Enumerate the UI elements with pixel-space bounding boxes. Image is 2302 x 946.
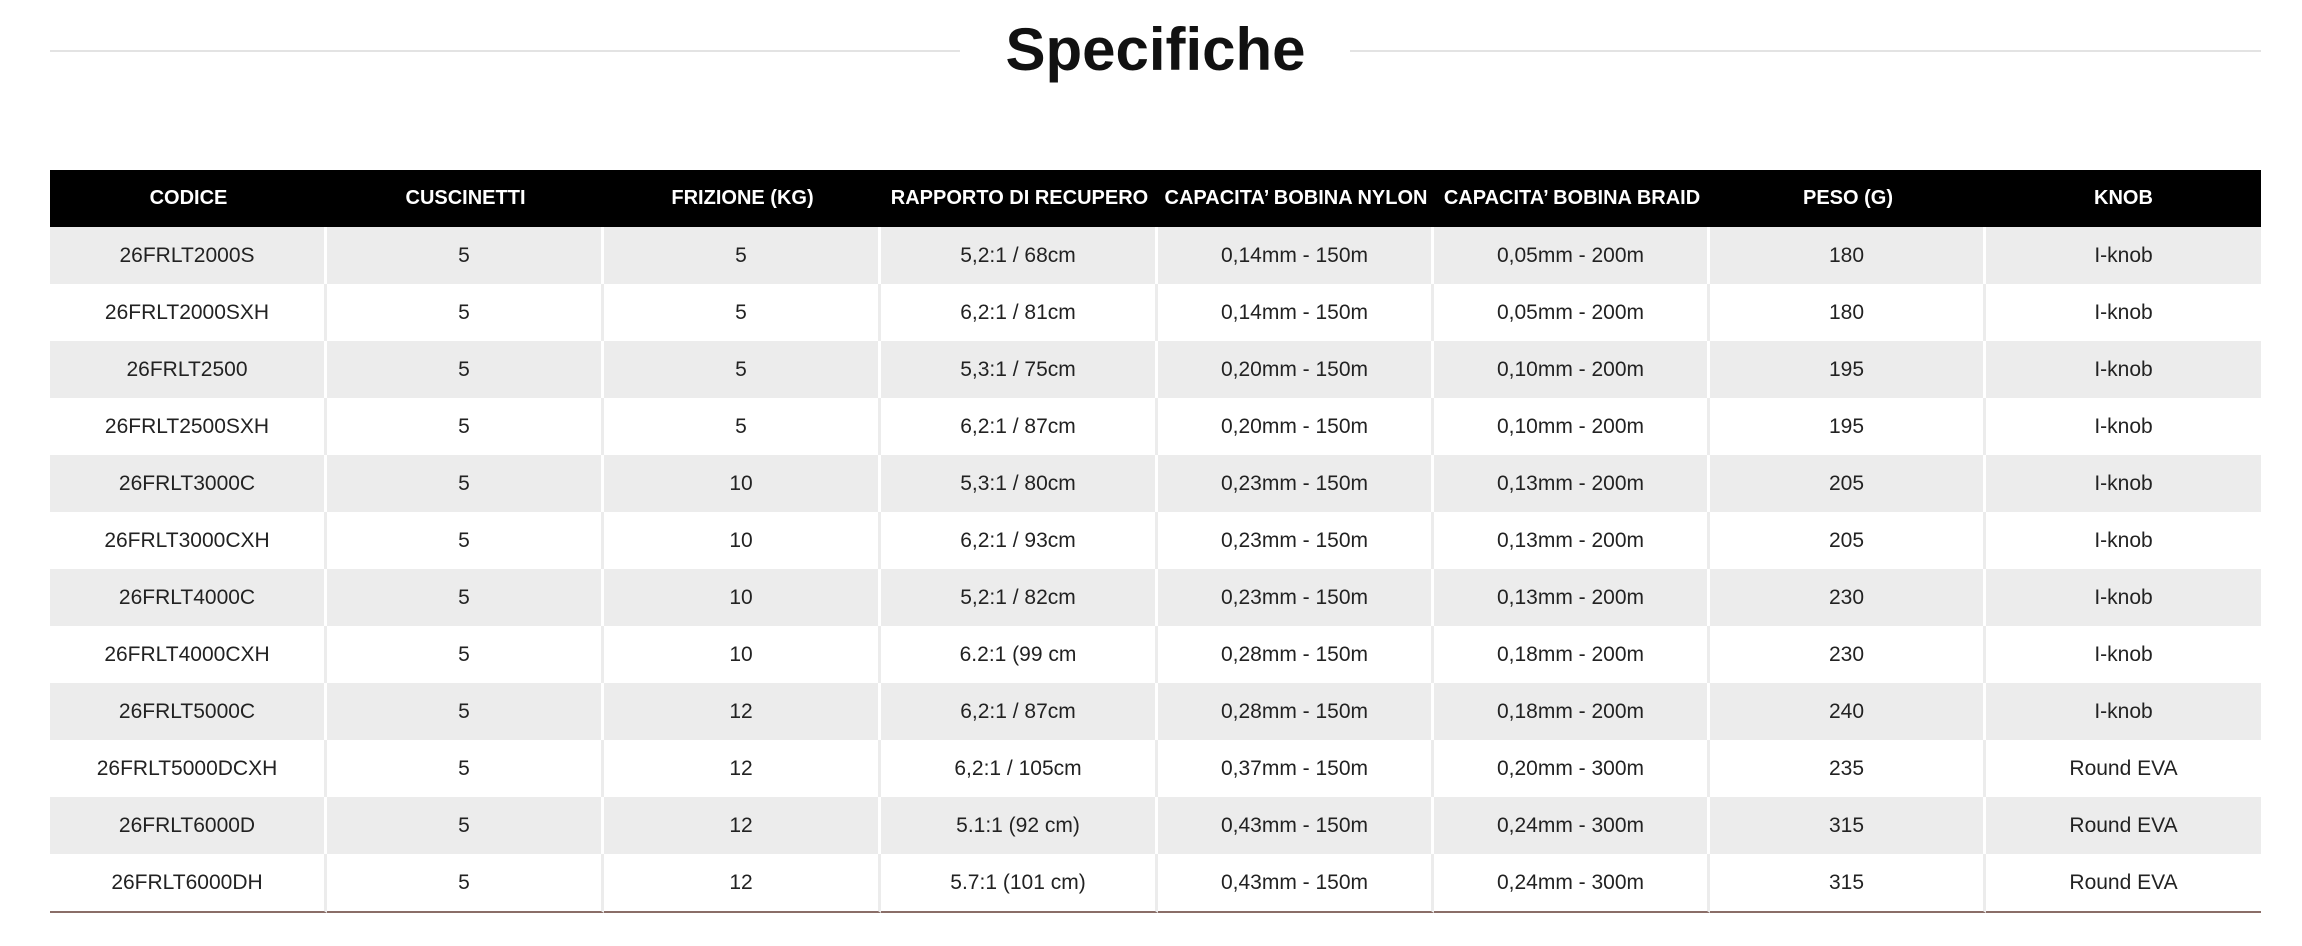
table-row [50, 455, 2261, 512]
cell-knob: I-knob [1986, 341, 2261, 398]
column-header-frizione: FRIZIONE (KG) [604, 170, 881, 227]
cell-capacita-braid: 0,13mm - 200m [1434, 455, 1710, 512]
cell-knob: I-knob [1986, 569, 2261, 626]
table-row [50, 797, 2261, 854]
table-row [50, 227, 2261, 284]
cell-frizione: 12 [604, 854, 881, 913]
cell-rapporto: 6,2:1 / 87cm [881, 398, 1158, 455]
cell-codice: 26FRLT2000S [50, 227, 327, 284]
cell-capacita-braid: 0,24mm - 300m [1434, 854, 1710, 913]
cell-cuscinetti: 5 [327, 284, 604, 341]
table-row [50, 398, 2261, 455]
cell-peso: 205 [1710, 455, 1986, 512]
cell-peso: 195 [1710, 341, 1986, 398]
cell-capacita-nylon: 0,14mm - 150m [1158, 227, 1434, 284]
cell-knob: I-knob [1986, 227, 2261, 284]
cell-capacita-nylon: 0,28mm - 150m [1158, 626, 1434, 683]
cell-cuscinetti: 5 [327, 626, 604, 683]
cell-frizione: 5 [604, 398, 881, 455]
cell-peso: 180 [1710, 227, 1986, 284]
cell-cuscinetti: 5 [327, 455, 604, 512]
table-row [50, 740, 2261, 797]
cell-codice: 26FRLT4000CXH [50, 626, 327, 683]
cell-peso: 315 [1710, 797, 1986, 854]
cell-frizione: 12 [604, 797, 881, 854]
cell-frizione: 10 [604, 512, 881, 569]
cell-cuscinetti: 5 [327, 569, 604, 626]
column-header-capacita-braid: CAPACITA’ BOBINA BRAID [1434, 170, 1710, 227]
cell-cuscinetti: 5 [327, 854, 604, 913]
page-title: Specifiche [1005, 16, 1306, 83]
cell-peso: 230 [1710, 626, 1986, 683]
cell-knob: I-knob [1986, 284, 2261, 341]
cell-codice: 26FRLT3000C [50, 455, 327, 512]
column-header-cuscinetti: CUSCINETTI [327, 170, 604, 227]
cell-capacita-nylon: 0,20mm - 150m [1158, 398, 1434, 455]
cell-cuscinetti: 5 [327, 683, 604, 740]
cell-frizione: 5 [604, 341, 881, 398]
cell-knob: I-knob [1986, 683, 2261, 740]
column-header-capacita-nylon: CAPACITA’ BOBINA NYLON [1158, 170, 1434, 227]
specs-table [50, 170, 2261, 913]
section-header [50, 0, 2261, 100]
cell-rapporto: 5,2:1 / 68cm [881, 227, 1158, 284]
title-divider-right [1350, 50, 2261, 52]
header-row [50, 170, 2261, 227]
specs-table-container [50, 170, 2261, 913]
column-header-codice: CODICE [50, 170, 327, 227]
cell-frizione: 10 [604, 626, 881, 683]
cell-peso: 180 [1710, 284, 1986, 341]
cell-frizione: 12 [604, 740, 881, 797]
cell-knob: I-knob [1986, 626, 2261, 683]
cell-rapporto: 5.1:1 (92 cm) [881, 797, 1158, 854]
cell-capacita-nylon: 0,28mm - 150m [1158, 683, 1434, 740]
cell-codice: 26FRLT5000C [50, 683, 327, 740]
cell-rapporto: 6,2:1 / 93cm [881, 512, 1158, 569]
table-row [50, 569, 2261, 626]
cell-cuscinetti: 5 [327, 512, 604, 569]
table-row [50, 341, 2261, 398]
cell-codice: 26FRLT6000D [50, 797, 327, 854]
cell-codice: 26FRLT2500SXH [50, 398, 327, 455]
cell-capacita-braid: 0,20mm - 300m [1434, 740, 1710, 797]
cell-peso: 195 [1710, 398, 1986, 455]
cell-frizione: 10 [604, 569, 881, 626]
cell-knob: I-knob [1986, 455, 2261, 512]
cell-capacita-nylon: 0,23mm - 150m [1158, 512, 1434, 569]
cell-capacita-nylon: 0,14mm - 150m [1158, 284, 1434, 341]
cell-rapporto: 6,2:1 / 81cm [881, 284, 1158, 341]
cell-capacita-braid: 0,10mm - 200m [1434, 398, 1710, 455]
cell-rapporto: 6.2:1 (99 cm [881, 626, 1158, 683]
cell-rapporto: 5,3:1 / 80cm [881, 455, 1158, 512]
cell-knob: Round EVA [1986, 854, 2261, 913]
column-header-peso: PESO (G) [1710, 170, 1986, 227]
cell-cuscinetti: 5 [327, 341, 604, 398]
cell-cuscinetti: 5 [327, 797, 604, 854]
cell-rapporto: 5,2:1 / 82cm [881, 569, 1158, 626]
cell-cuscinetti: 5 [327, 740, 604, 797]
table-header [50, 170, 2261, 227]
cell-capacita-nylon: 0,23mm - 150m [1158, 569, 1434, 626]
table-row [50, 512, 2261, 569]
cell-codice: 26FRLT6000DH [50, 854, 327, 913]
cell-capacita-braid: 0,18mm - 200m [1434, 683, 1710, 740]
cell-knob: Round EVA [1986, 740, 2261, 797]
table-body [50, 227, 2261, 913]
cell-capacita-braid: 0,05mm - 200m [1434, 284, 1710, 341]
cell-rapporto: 6,2:1 / 87cm [881, 683, 1158, 740]
cell-knob: I-knob [1986, 512, 2261, 569]
table-row [50, 626, 2261, 683]
cell-peso: 240 [1710, 683, 1986, 740]
cell-peso: 315 [1710, 854, 1986, 913]
cell-codice: 26FRLT2000SXH [50, 284, 327, 341]
cell-codice: 26FRLT2500 [50, 341, 327, 398]
cell-peso: 235 [1710, 740, 1986, 797]
table-row [50, 854, 2261, 913]
cell-peso: 205 [1710, 512, 1986, 569]
cell-capacita-braid: 0,24mm - 300m [1434, 797, 1710, 854]
cell-capacita-braid: 0,05mm - 200m [1434, 227, 1710, 284]
cell-capacita-nylon: 0,43mm - 150m [1158, 797, 1434, 854]
column-header-rapporto: RAPPORTO DI RECUPERO [881, 170, 1158, 227]
cell-rapporto: 5,3:1 / 75cm [881, 341, 1158, 398]
cell-codice: 26FRLT4000C [50, 569, 327, 626]
cell-capacita-braid: 0,13mm - 200m [1434, 569, 1710, 626]
cell-cuscinetti: 5 [327, 227, 604, 284]
table-row [50, 284, 2261, 341]
cell-rapporto: 5.7:1 (101 cm) [881, 854, 1158, 913]
cell-rapporto: 6,2:1 / 105cm [881, 740, 1158, 797]
cell-capacita-braid: 0,18mm - 200m [1434, 626, 1710, 683]
cell-capacita-nylon: 0,43mm - 150m [1158, 854, 1434, 913]
cell-frizione: 10 [604, 455, 881, 512]
column-header-knob: KNOB [1986, 170, 2261, 227]
cell-capacita-nylon: 0,20mm - 150m [1158, 341, 1434, 398]
table-row [50, 683, 2261, 740]
cell-cuscinetti: 5 [327, 398, 604, 455]
cell-frizione: 5 [604, 227, 881, 284]
cell-codice: 26FRLT5000DCXH [50, 740, 327, 797]
cell-capacita-nylon: 0,23mm - 150m [1158, 455, 1434, 512]
cell-capacita-braid: 0,10mm - 200m [1434, 341, 1710, 398]
cell-knob: Round EVA [1986, 797, 2261, 854]
cell-frizione: 12 [604, 683, 881, 740]
cell-codice: 26FRLT3000CXH [50, 512, 327, 569]
cell-peso: 230 [1710, 569, 1986, 626]
cell-frizione: 5 [604, 284, 881, 341]
cell-capacita-nylon: 0,37mm - 150m [1158, 740, 1434, 797]
cell-capacita-braid: 0,13mm - 200m [1434, 512, 1710, 569]
cell-knob: I-knob [1986, 398, 2261, 455]
